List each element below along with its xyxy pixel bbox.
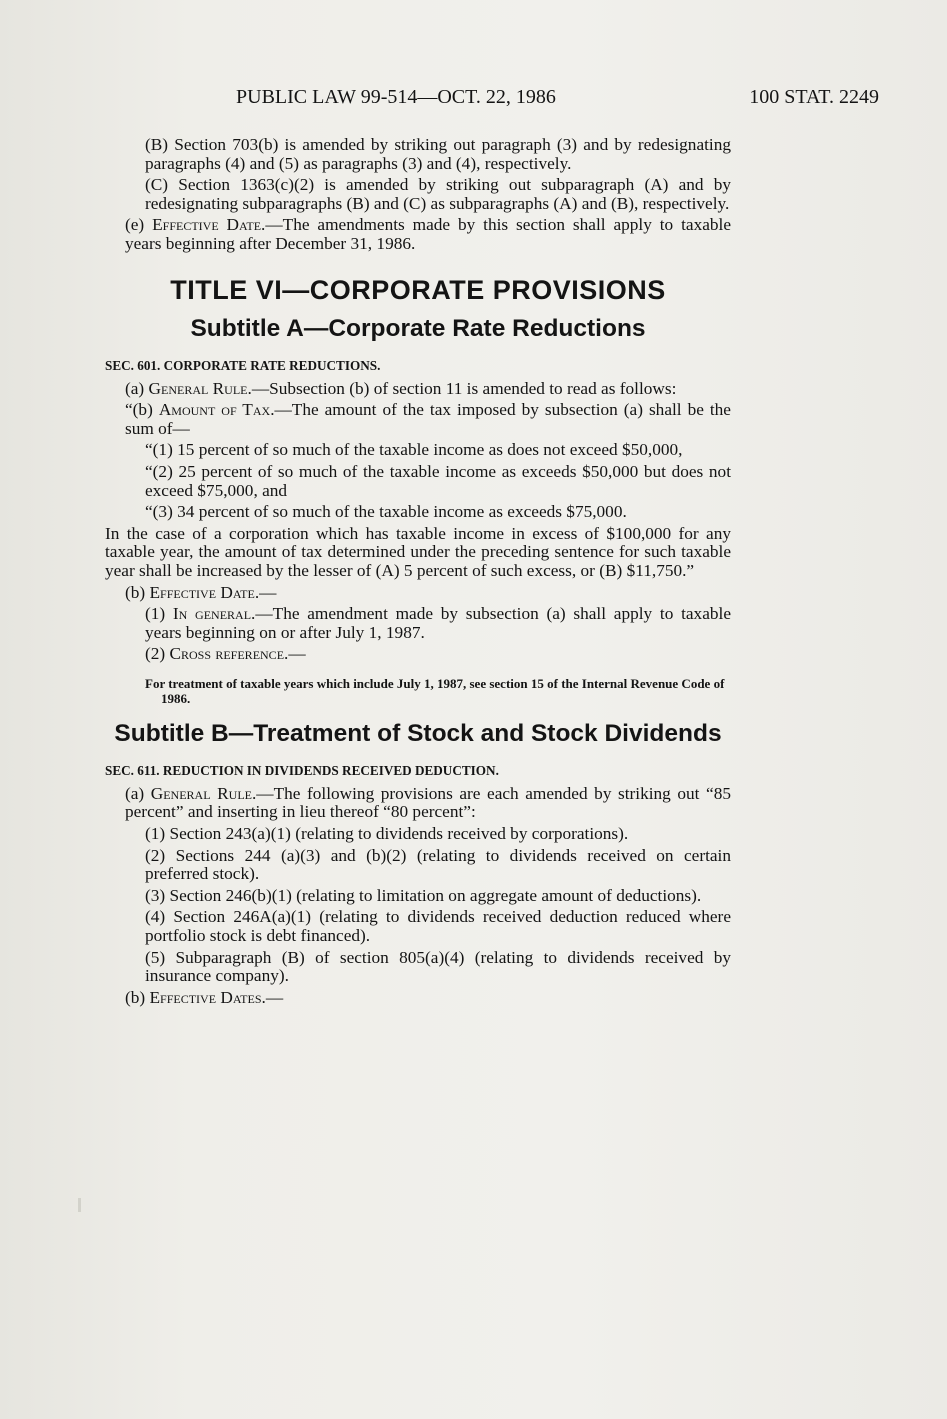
paragraph-1363c2: (C) Section 1363(c)(2) is amended by striking out subparagraph (A) and by redesignating subparagraphs (B) and (C) as subparagraphs (A) and (B), respectively. <box>145 175 731 213</box>
section-611-a: (a) General Rule.—The following provisions are each amended by striking out “85 percent” and inserting in lieu thereof “80 percent”: <box>125 783 731 822</box>
section-601-in-general: (1) In general.—The amendment made by subsection (a) shall apply to taxable years beginning on or after July 1, 1987. <box>145 604 731 642</box>
page-smudge <box>78 1198 81 1212</box>
section-611-item-3: (3) Section 246(b)(1) (relating to limitation on aggregate amount of deductions). <box>145 885 702 905</box>
section-601-effective-date: (b) Effective Date.— <box>125 582 277 602</box>
page-header <box>0 86 947 116</box>
section-601-item-1: “(1) 15 percent of so much of the taxable income as does not exceed $50,000, <box>145 440 683 460</box>
subtitle-b-heading: Subtitle B—Treatment of Stock and Stock Dividends <box>114 719 722 747</box>
subtitle-a-heading: Subtitle A—Corporate Rate Reductions <box>190 314 646 342</box>
section-611-item-1: (1) Section 243(a)(1) (relating to dividends received by corporations). <box>145 824 629 844</box>
section-601-a: (a) General Rule.—Subsection (b) of section 11 is amended to read as follows: <box>125 378 677 398</box>
section-601-flush-text: In the case of a corporation which has taxable income in excess of $100,000 for any taxable year, the amount of tax determined under the preceding sentence for such taxable year shall be increased by the lesser of (A) 5 percent of such excess, or (B) $11,750.” <box>105 523 731 580</box>
section-601-item-2: “(2) 25 percent of so much of the taxable income as exceeds $50,000 but does not exceed $75,000, and <box>145 461 731 500</box>
section-611-item-2: (2) Sections 244 (a)(3) and (b)(2) (relating to dividends received on certain preferred stock). <box>145 845 731 884</box>
header-stat-page: 100 STAT. 2249 <box>749 86 879 108</box>
title-heading: TITLE VI—CORPORATE PROVISIONS <box>170 274 666 305</box>
paragraph-effective-date-e: (e) Effective Date.—The amendments made by this section shall apply to taxable years beginning after December 31, 1986. <box>125 215 731 253</box>
paragraph-703b: (B) Section 703(b) is amended by striking out paragraph (3) and by redesignating paragraphs (4) and (5) as paragraphs (3) and (4), respectively. <box>145 135 731 173</box>
section-601-cross-reference: (2) Cross reference.— <box>145 644 306 664</box>
section-611-effective-dates: (b) Effective Dates.— <box>125 987 284 1007</box>
section-601-item-3: “(3) 34 percent of so much of the taxable income as exceeds $75,000. <box>145 502 627 522</box>
section-611-item-4: (4) Section 246A(a)(1) (relating to dividends received deduction reduced where portfolio stock is debt financed). <box>145 907 731 946</box>
cross-reference-note: For treatment of taxable years which include July 1, 1987, see section 15 of the Internal Revenue Code of 1986. <box>145 675 725 707</box>
section-611-item-5: (5) Subparagraph (B) of section 805(a)(4) (relating to dividends received by insurance company). <box>145 947 731 986</box>
section-611-heading: SEC. 611. REDUCTION IN DIVIDENDS RECEIVED DEDUCTION. <box>105 762 499 778</box>
header-citation: PUBLIC LAW 99-514—OCT. 22, 1986 <box>236 86 556 108</box>
section-601-heading: SEC. 601. CORPORATE RATE REDUCTIONS. <box>105 357 381 373</box>
section-601-amount-of-tax: “(b) Amount of Tax.—The amount of the tax imposed by subsection (a) shall be the sum of— <box>125 400 731 438</box>
page-body <box>105 136 731 1010</box>
